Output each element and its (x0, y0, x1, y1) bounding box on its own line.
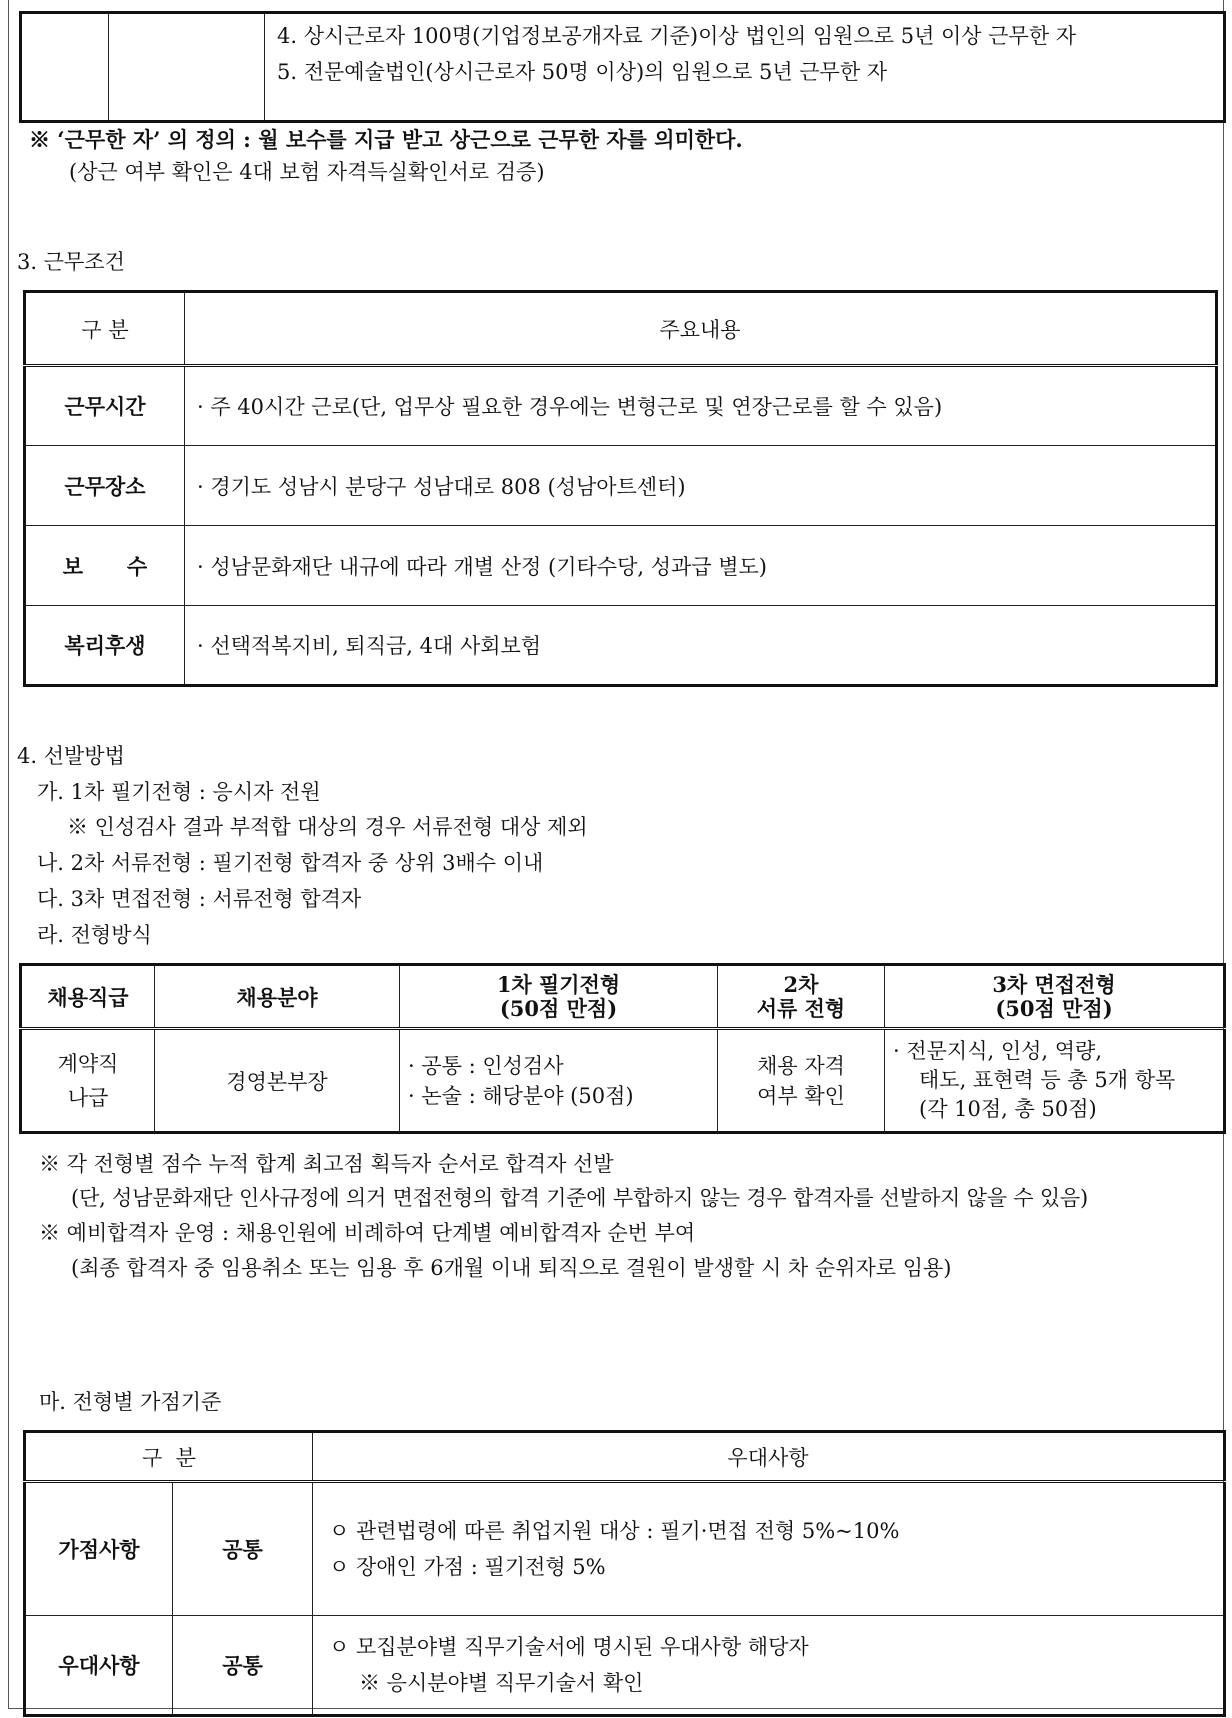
selection-step: 라. 전형방식 (37, 923, 152, 947)
cell-written (400, 1029, 718, 1133)
row-content-line: ※ 응시분야별 직무기술서 확인 (359, 1671, 644, 1695)
cell-interview-line: 태도, 표현력 등 총 5개 항목 (919, 1068, 1176, 1092)
document-page (8, 0, 1224, 1709)
selection-method-table (19, 963, 1226, 1134)
definition-note-sub: (상근 여부 확인은 4대 보험 자격득실확인서로 검증) (69, 160, 545, 184)
header-document-line: 2차 (783, 971, 819, 997)
bonus-criteria-table (23, 1430, 1226, 1717)
row-text: · 경기도 성남시 분당구 성남대로 808 (성남아트센터) (185, 446, 1217, 526)
row-sub: 공통 (173, 1616, 313, 1716)
row-text: · 선택적복지비, 퇴직금, 4대 사회보험 (185, 606, 1217, 686)
cell-grade-line: 나급 (67, 1085, 109, 1110)
cell-interview (885, 1029, 1225, 1133)
selection-note: ※ 예비합격자 운영 : 채용인원에 비례하여 단계별 예비합격자 순번 부여 (39, 1221, 696, 1245)
cell-interview-line: · 전문지식, 인성, 역량, (893, 1039, 1103, 1063)
header-written-line: (50점 만점) (499, 995, 618, 1021)
header-document-line: 서류 전형 (756, 995, 846, 1021)
header-grade: 채용직급 (21, 965, 155, 1029)
header-content: 우대사항 (313, 1432, 1225, 1482)
row-label: 복리후생 (25, 606, 185, 686)
header-content: 주요내용 (185, 292, 1217, 366)
selection-note-sub: (최종 합격자 중 임용취소 또는 임용 후 6개월 이내 퇴직으로 결원이 발생할 시 차 순위자로 임용) (71, 1256, 952, 1280)
qualification-table (19, 11, 1226, 123)
selection-step: 다. 3차 면접전형 : 서류전형 합격자 (37, 887, 362, 911)
cell-document-line: 여부 확인 (757, 1083, 845, 1108)
cell-document (718, 1029, 885, 1133)
row-text: · 주 40시간 근로(단, 업무상 필요한 경우에는 변형근로 및 연장근로를 할 수 있음) (185, 366, 1217, 446)
header-category: 구 분 (25, 292, 185, 366)
cell-field: 경영본부장 (155, 1029, 400, 1133)
header-written (400, 965, 718, 1029)
row-content-line: ㅇ 관련법령에 따른 취업지원 대상 : 필기·면접 전형 5%~10% (329, 1519, 900, 1543)
row-text: · 성남문화재단 내규에 따라 개별 산정 (기타수당, 성과급 별도) (185, 526, 1217, 606)
section-title: 3. 근무조건 (17, 250, 125, 274)
selection-step: 가. 1차 필기전형 : 응시자 전원 (37, 780, 321, 804)
selection-step: 나. 2차 서류전형 : 필기전형 합격자 중 상위 3배수 이내 (37, 851, 544, 875)
empty-cell (109, 13, 265, 122)
selection-note: ※ 각 전형별 점수 누적 합계 최고점 획득자 순서로 합격자 선발 (39, 1152, 614, 1176)
qualification-item: 4. 상시근로자 100명(기업정보공개자료 기준)이상 법인의 임원으로 5년 이상 근무한 자 (277, 24, 1077, 48)
definition-note: ※ ‘근무한 자’ 의 정의 : 월 보수를 지급 받고 상근으로 근무한 자를 의미한다. (29, 127, 743, 152)
row-content (313, 1482, 1225, 1616)
section-title: 4. 선발방법 (17, 744, 125, 768)
header-document (718, 965, 885, 1029)
header-interview-line: (50점 만점) (995, 995, 1113, 1021)
header-category: 구 분 (25, 1432, 313, 1482)
qualification-cell (265, 13, 1225, 122)
cell-written-line: · 논술 : 해당분야 (50점) (408, 1083, 634, 1108)
cell-document-line: 채용 자격 (757, 1053, 845, 1078)
row-content-line: ㅇ 모집분야별 직무기술서에 명시된 우대사항 해당자 (329, 1635, 809, 1659)
header-written-line: 1차 필기전형 (496, 971, 621, 997)
row-label: 근무시간 (25, 366, 185, 446)
row-label: 보 수 (25, 526, 185, 606)
row-label: 우대사항 (25, 1616, 173, 1716)
header-interview (885, 965, 1225, 1029)
header-interview-line: 3차 면접전형 (992, 971, 1116, 997)
selection-note-sub: (단, 성남문화재단 인사규정에 의거 면접전형의 합격 기준에 부합하지 않는 경우 합격자를 선발하지 않을 수 있음) (71, 1186, 1088, 1210)
row-sub: 공통 (173, 1482, 313, 1616)
qualification-item: 5. 전문예술법인(상시근로자 50명 이상)의 임원으로 5년 근무한 자 (277, 60, 888, 84)
cell-interview-line: (각 10점, 총 50점) (919, 1097, 1097, 1121)
cell-written-line: · 공통 : 인성검사 (408, 1053, 564, 1078)
cell-grade-line: 계약직 (57, 1051, 119, 1076)
work-conditions-table (23, 290, 1218, 687)
row-content (313, 1616, 1225, 1716)
section-title: 마. 전형별 가점기준 (39, 1390, 222, 1414)
cell-grade (21, 1029, 155, 1133)
empty-cell (21, 13, 109, 122)
header-field: 채용분야 (155, 965, 400, 1029)
selection-note: ※ 인성검사 결과 부적합 대상의 경우 서류전형 대상 제외 (67, 815, 588, 839)
row-label: 근무장소 (25, 446, 185, 526)
row-label: 가점사항 (25, 1482, 173, 1616)
row-content-line: ㅇ 장애인 가점 : 필기전형 5% (329, 1555, 606, 1579)
